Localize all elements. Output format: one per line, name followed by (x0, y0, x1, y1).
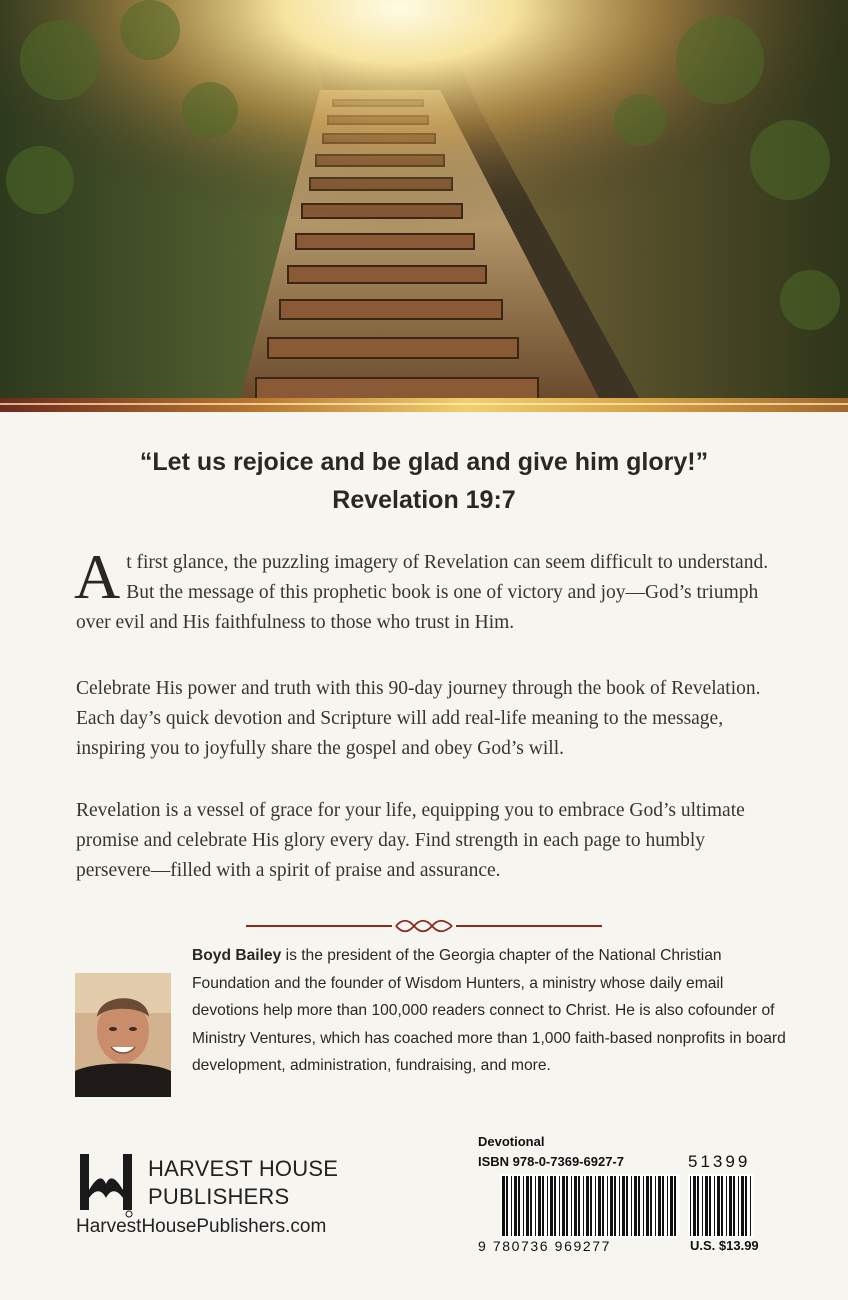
barcode-digits: 9 780736 969277 (478, 1238, 611, 1254)
genre-label: Devotional (478, 1134, 545, 1149)
author-name: Boyd Bailey (192, 947, 282, 964)
barcode-block (478, 1134, 778, 1264)
author-photo (75, 973, 171, 1097)
isbn-barcode (500, 1174, 680, 1238)
divider-rule-right (456, 925, 602, 927)
isbn-label: ISBN 978-0-7369-6927-7 (478, 1154, 624, 1169)
price-add-on-code: 51399 (688, 1152, 751, 1171)
knot-ornament-icon (394, 918, 454, 934)
gold-divider-band (0, 398, 848, 412)
description-paragraph-2: Celebrate His power and truth with this 90-day journey through the book of Revelation. Each day’s quick devotion and Scripture will add real-life meaning to the message, inspiring you to joyfully share the gospel and obey God’s will. (76, 678, 761, 759)
scripture-reference: Revelation 19:7 (332, 486, 516, 514)
publisher-logo-icon (78, 1150, 134, 1222)
description-paragraph-3: Revelation is a vessel of grace for your life, equipping you to embrace God’s ultimate promise and celebrate His glory every day. Find strength in each page to humbly persevere—filled with a spirit of praise and assurance. (76, 800, 745, 881)
publisher-name-line-2: PUBLISHERS (148, 1184, 290, 1209)
add-on-barcode (688, 1174, 754, 1238)
description-paragraph-1-text: t first glance, the puzzling imagery of Revelation can seem difficult to understand. But the message of this prophetic book is one of victory and joy—God’s triumph over evil and His faithfulness to those who trust in Him. (76, 552, 769, 633)
publisher-url: HarvestHousePublishers.com (76, 1216, 327, 1237)
author-bio-text: is the president of the Georgia chapter of the National Christian Foundation and the founder of Wisdom Hunters, a ministry whose daily email devotions help more than 100,000 readers connect to Christ. He is also cofounder of Ministry Ventures, which has coached more than 1,000 faith-based nonprofits in board development, administration, fundraising, and more. (192, 947, 786, 1075)
drop-cap: A (74, 541, 121, 612)
ornamental-divider (246, 918, 602, 934)
publisher-name-line-1: HARVEST HOUSE (148, 1156, 339, 1181)
author-bio (192, 942, 792, 1080)
price-label: U.S. $13.99 (690, 1238, 759, 1253)
description-paragraph-1 (74, 541, 776, 638)
scripture-quote: “Let us rejoice and be glad and give him glory!” (139, 448, 709, 476)
divider-rule-left (246, 925, 392, 927)
cover-photo (0, 0, 848, 400)
